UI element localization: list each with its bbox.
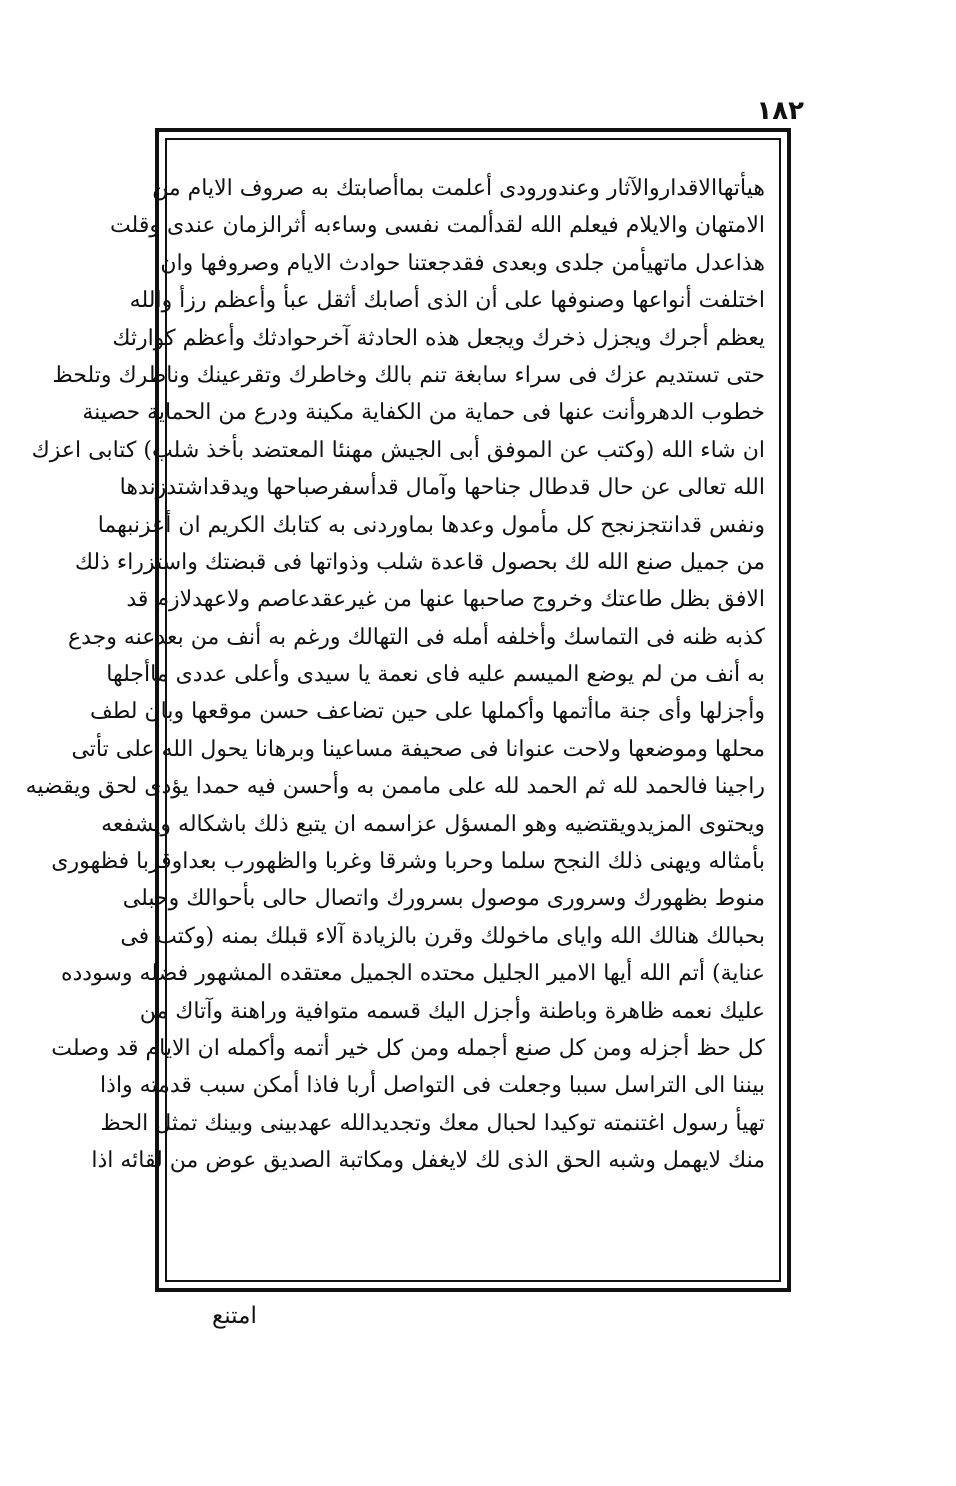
inner-border xyxy=(25,138,781,1282)
text-line: خطوب الدهروأنت عنها فى حماية من الكفاية مكينة ودرع من الحماية حصينة xyxy=(82,400,765,426)
text-line: ان شاء الله (وكتب عن الموفق أبى الجيش مهنئا المعتضد بأخذ شلب) كتابى اعزك xyxy=(31,437,765,463)
main-text xyxy=(25,170,765,1180)
text-line: الافق بظل طاعتك وخروج صاحبها عنها من غيرعقدعاصم ولاعهدلازم قد xyxy=(126,587,765,613)
page-border xyxy=(25,128,791,1292)
text-line: منوط بظهورك وسرورى موصول بسرورك واتصال حالى بأحوالك وحبلى xyxy=(122,886,765,912)
text-line: هيأتهاالاقداروالآثار وعندورودى أعلمت بماأصابتك به صروف الايام من xyxy=(152,176,765,201)
text-line: كل حظ أجزله ومن كل صنع أجمله ومن كل خير أتمه وأكمله ان الايام قد وصلت xyxy=(51,1035,765,1061)
text-line: تهيأ رسول اغتنمته توكيدا لحبال معك وتجديدالله عهدبينى وبينك تمثل الحظ xyxy=(100,1110,765,1136)
text-line: وأجزلها وأى جنة ماأتمها وأكملها على حين تضاعف حسن موقعها وبان لطف xyxy=(89,699,765,725)
page-number: ١٨٢ xyxy=(756,96,804,126)
text-line: بيننا الى التراسل سببا وجعلت فى التواصل أربا فاذا أمكن سبب قدمته واذا xyxy=(100,1073,765,1099)
text-line: ونفس قدانتجزنجح كل مأمول وعدها بماوردنى به كتابك الكريم ان أعزنبهما xyxy=(97,512,765,538)
text-line: بأمثاله ويهنى ذلك النجح سلما وحربا وشرقا وغربا والظهورب بعداوقربا فظهورى xyxy=(51,849,765,875)
text-line: من جميل صنع الله لك بحصول قاعدة شلب وذواتها فى قبضتك واستزراء ذلك xyxy=(74,549,765,575)
text-line: الله تعالى عن حال قدطال جناحها وآمال قدأسفرصباحها ويدقداشتدزندها xyxy=(119,475,765,501)
text-line: به أنف من لم يوضع الميسم عليه فاى نعمة يا سيدى وأعلى عددى ماأجلها xyxy=(106,662,765,688)
text-line: يعظم أجرك ويجزل ذخرك ويجعل هذه الحادثة آخرحوادثك وأعظم كوارثك xyxy=(112,325,765,351)
text-line: ويحتوى المزيدويقتضيه وهو المسؤل عزاسمه ان يتبع ذلك باشكاله ويشفعه xyxy=(101,811,765,837)
text-line: حتى تستديم عزك فى سراء سابغة تنم بالك وخاطرك وتقرعينك وناظرك وتلحظ xyxy=(52,362,765,388)
text-line: بحبالك هنالك الله واياى ماخولك وقرن بالزيادة آلاء قبلك بمنه (وكتب فى xyxy=(120,923,765,949)
text-line: محلها وموضعها ولاحت عنوانا فى صحيفة مساعينا وبرهانا يحول الله على تأتى xyxy=(71,736,765,762)
text-line: هذاعدل ماتهيأمن جلدى وبعدى فقدجعتنا حوادث الايام وصروفها وان xyxy=(160,250,765,276)
text-line: منك لايهمل وشبه الحق الذى لك لايغفل ومكاتبة الصديق عوض من لقائه اذا xyxy=(91,1148,765,1174)
text-line: الامتهان والايلام فيعلم الله لقدألمت نفسى وساءبه أثرالزمان عندى وقلت xyxy=(109,213,765,239)
text-line: اختلفت أنواعها وصنوفها على أن الذى أصابك أثقل عبأ وأعظم رزأ والله xyxy=(129,288,765,314)
text-line: كذبه ظنه فى التماسك وأخلفه أمله فى التهالك ورغم به أنف من بعدعنه وجدع xyxy=(67,624,765,650)
text-line: عناية) أتم الله أيها الامير الجليل محتده الجميل معتقده المشهور فضله وسودده xyxy=(60,961,765,987)
catchword: امتنع xyxy=(212,1303,257,1329)
text-line: راجينا فالحمد لله ثم الحمد لله على ماممن به وأحسن فيه حمدا يؤدى لحق ويقضيه xyxy=(25,774,765,800)
text-line: عليك نعمه ظاهرة وباطنة وأجزل اليك قسمه متوافية وراهنة وآتاك من xyxy=(139,998,765,1024)
